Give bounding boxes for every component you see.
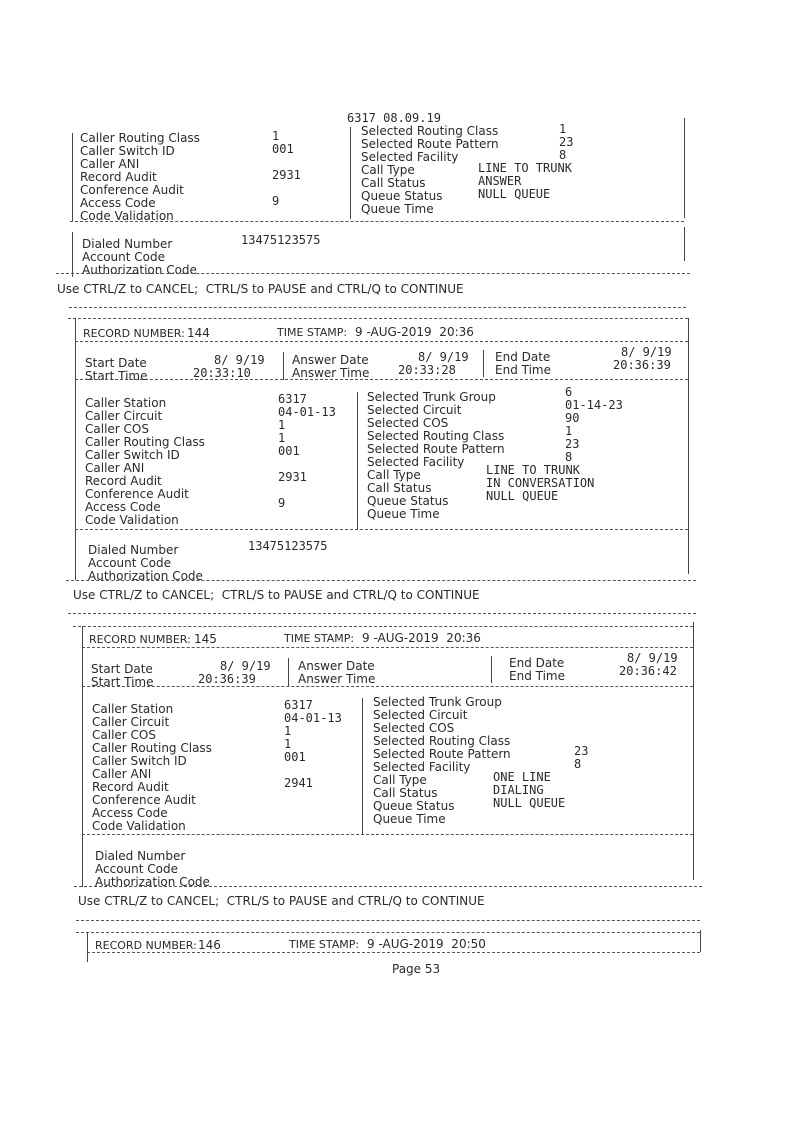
top-left-label: Code Validation bbox=[80, 209, 174, 223]
end-time: 20:36:42 bbox=[619, 664, 677, 678]
top-right-label: Queue Time bbox=[361, 202, 434, 216]
top-dialed-label: Authorization Code bbox=[82, 263, 197, 277]
left-label: Record Audit bbox=[85, 474, 162, 488]
date-divider bbox=[491, 656, 492, 683]
top-right-label: Call Status bbox=[361, 176, 426, 190]
top-right-value: ANSWER bbox=[478, 174, 522, 188]
top-dialed-label: Dialed Number bbox=[82, 237, 173, 251]
left-label: Conference Audit bbox=[85, 487, 189, 501]
left-label: Record Audit bbox=[92, 780, 169, 794]
record-144-dialed-divider bbox=[75, 529, 688, 530]
record-144-mid-divider bbox=[357, 392, 358, 529]
right-value: NULL QUEUE bbox=[493, 796, 566, 810]
top-right-label: Selected Routing Class bbox=[361, 124, 499, 138]
record-number-label: RECORD NUMBER: bbox=[83, 327, 185, 340]
left-label: Code Validation bbox=[92, 819, 186, 833]
record-145-dialed-divider bbox=[82, 834, 693, 835]
end-date: 8/ 9/19 bbox=[621, 345, 672, 359]
top-left-border bbox=[72, 133, 73, 221]
record-145-end-divider bbox=[76, 920, 700, 921]
right-label: Queue Time bbox=[367, 507, 440, 521]
right-label: Selected Route Pattern bbox=[367, 442, 505, 456]
left-value: 04-01-13 bbox=[284, 711, 342, 725]
right-label: Queue Time bbox=[373, 812, 446, 826]
right-label: Selected Circuit bbox=[373, 708, 468, 722]
top-dialed-left-border bbox=[72, 232, 73, 277]
start-date: 8/ 9/19 bbox=[214, 353, 265, 367]
start-time: 20:36:39 bbox=[198, 672, 256, 686]
top-right-value: NULL QUEUE bbox=[478, 187, 551, 201]
record-number-label: RECORD NUMBER: bbox=[95, 939, 197, 952]
right-label: Call Status bbox=[367, 481, 432, 495]
right-label: Selected COS bbox=[373, 721, 455, 735]
right-label: Queue Status bbox=[367, 494, 449, 508]
top-left-value: 1 bbox=[272, 129, 280, 143]
right-label: Call Status bbox=[373, 786, 438, 800]
date-divider bbox=[283, 352, 284, 380]
right-value: 8 bbox=[574, 757, 582, 771]
record-144-header-divider bbox=[75, 341, 688, 342]
start-date-label: Start Date bbox=[85, 356, 147, 370]
top-dialed-label: Account Code bbox=[82, 250, 165, 264]
record-number-label: RECORD NUMBER: bbox=[89, 633, 191, 646]
top-prompt: Use CTRL/Z to CANCEL; CTRL/S to PAUSE and CTRL/Q to CONTINUE bbox=[57, 282, 464, 296]
top-right-value: 1 bbox=[559, 122, 567, 136]
left-label: Caller Station bbox=[85, 396, 167, 410]
top-left-label: Conference Audit bbox=[80, 183, 184, 197]
top-dialed-right-border bbox=[684, 227, 685, 261]
record-number: 144 bbox=[187, 326, 210, 340]
left-label: Caller Routing Class bbox=[85, 435, 205, 449]
right-label: Selected Trunk Group bbox=[367, 390, 496, 404]
answer-date-label: Answer Date bbox=[292, 353, 369, 367]
end-time: 20:36:39 bbox=[613, 358, 671, 372]
top-left-label: Caller Routing Class bbox=[80, 131, 200, 145]
left-value: 2931 bbox=[278, 470, 307, 484]
start-time: 20:33:10 bbox=[193, 366, 251, 380]
start-time-label: Start Time bbox=[91, 675, 154, 689]
left-label: Caller Circuit bbox=[92, 715, 170, 729]
end-time-label: End Time bbox=[509, 669, 565, 683]
record-145-mid-divider bbox=[362, 698, 363, 834]
left-label: Caller ANI bbox=[85, 461, 145, 475]
timestamp: 9 -AUG-2019 20:50 bbox=[367, 937, 486, 951]
left-label: Caller Switch ID bbox=[85, 448, 180, 462]
dialed-label: Dialed Number bbox=[88, 543, 179, 557]
left-label: Caller Station bbox=[92, 702, 174, 716]
right-label: Selected COS bbox=[367, 416, 449, 430]
left-label: Caller COS bbox=[92, 728, 156, 742]
dialed-label: Authorization Code bbox=[95, 875, 210, 889]
top-right-value: 8 bbox=[559, 148, 567, 162]
right-value: 6 bbox=[565, 385, 573, 399]
right-label: Selected Facility bbox=[373, 760, 471, 774]
right-label: Selected Trunk Group bbox=[373, 695, 502, 709]
record-number: 145 bbox=[194, 632, 217, 646]
record-145-right-border bbox=[693, 622, 694, 880]
top-right-label: Selected Facility bbox=[361, 150, 459, 164]
top-header: 6317 08.09.19 bbox=[347, 111, 441, 125]
timestamp: 9 -AUG-2019 20:36 bbox=[362, 631, 481, 645]
prompt: Use CTRL/Z to CANCEL; CTRL/S to PAUSE and CTRL/Q to CONTINUE bbox=[73, 588, 480, 602]
date-divider bbox=[483, 350, 484, 377]
record-144-right-border bbox=[688, 318, 689, 574]
right-label: Call Type bbox=[373, 773, 427, 787]
top-left-value: 9 bbox=[272, 194, 280, 208]
right-value: ONE LINE bbox=[493, 770, 551, 784]
right-value: IN CONVERSATION bbox=[486, 476, 595, 490]
left-value: 6317 bbox=[284, 698, 313, 712]
top-left-label: Caller ANI bbox=[80, 157, 140, 171]
left-value: 1 bbox=[284, 724, 292, 738]
record-146-header-divider bbox=[87, 952, 700, 953]
right-label: Selected Routing Class bbox=[367, 429, 505, 443]
left-value: 2941 bbox=[284, 776, 313, 790]
record-146-right-border bbox=[700, 930, 701, 952]
top-left-label: Access Code bbox=[80, 196, 156, 210]
top-right-border bbox=[684, 118, 685, 218]
right-value: 01-14-23 bbox=[565, 398, 623, 412]
left-value: 001 bbox=[284, 750, 306, 764]
left-label: Caller Routing Class bbox=[92, 741, 212, 755]
left-label: Conference Audit bbox=[92, 793, 196, 807]
end-date: 8/ 9/19 bbox=[627, 651, 678, 665]
top-left-value: 2931 bbox=[272, 168, 301, 182]
right-value: 90 bbox=[565, 411, 580, 425]
right-label: Queue Status bbox=[373, 799, 455, 813]
date-divider bbox=[288, 658, 289, 686]
start-time-label: Start Time bbox=[85, 369, 148, 383]
record-145-header-divider bbox=[82, 647, 693, 648]
left-label: Caller COS bbox=[85, 422, 149, 436]
right-value: 23 bbox=[574, 744, 589, 758]
right-label: Selected Circuit bbox=[367, 403, 462, 417]
left-value: 1 bbox=[284, 737, 292, 751]
end-date-label: End Date bbox=[495, 350, 551, 364]
record-145-left-border bbox=[82, 626, 83, 887]
right-label: Selected Route Pattern bbox=[373, 747, 511, 761]
top-right-value: LINE TO TRUNK bbox=[478, 161, 572, 175]
right-value: NULL QUEUE bbox=[486, 489, 559, 503]
top-prompt-divider bbox=[56, 273, 690, 274]
top-dialed-number: 13475123575 bbox=[241, 233, 321, 247]
timestamp-label: TIME STAMP: bbox=[284, 632, 355, 645]
record-145-prompt-divider bbox=[74, 886, 702, 887]
right-label: Selected Routing Class bbox=[373, 734, 511, 748]
left-label: Code Validation bbox=[85, 513, 179, 527]
start-date: 8/ 9/19 bbox=[220, 659, 271, 673]
right-value: LINE TO TRUNK bbox=[486, 463, 580, 477]
top-right-label: Queue Status bbox=[361, 189, 443, 203]
left-value: 1 bbox=[278, 431, 286, 445]
right-value: 8 bbox=[565, 450, 573, 464]
dialed-number: 13475123575 bbox=[248, 539, 328, 553]
timestamp-label: TIME STAMP: bbox=[289, 938, 360, 951]
record-146-top-border bbox=[76, 932, 700, 933]
answer-date: 8/ 9/19 bbox=[418, 350, 469, 364]
top-right-value: 23 bbox=[559, 135, 574, 149]
right-label: Selected Facility bbox=[367, 455, 465, 469]
left-value: 001 bbox=[278, 444, 300, 458]
top-end-divider bbox=[69, 307, 686, 308]
top-left-value: 001 bbox=[272, 142, 294, 156]
top-left-label: Caller Switch ID bbox=[80, 144, 175, 158]
start-date-label: Start Date bbox=[91, 662, 153, 676]
record-144-top-border bbox=[68, 318, 688, 319]
record-144-prompt-divider bbox=[66, 580, 696, 581]
right-value: 1 bbox=[565, 424, 573, 438]
record-144-end-divider bbox=[68, 613, 696, 614]
record-146-left-border bbox=[87, 932, 88, 962]
page-number: Page 53 bbox=[392, 962, 441, 976]
end-date-label: End Date bbox=[509, 656, 565, 670]
top-left-label: Record Audit bbox=[80, 170, 157, 184]
left-value: 04-01-13 bbox=[278, 405, 336, 419]
end-time-label: End Time bbox=[495, 363, 551, 377]
dialed-label: Dialed Number bbox=[95, 849, 186, 863]
dialed-label: Account Code bbox=[95, 862, 178, 876]
left-label: Caller ANI bbox=[92, 767, 152, 781]
right-label: Call Type bbox=[367, 468, 421, 482]
top-dialed-divider bbox=[70, 221, 684, 222]
left-value: 6317 bbox=[278, 392, 307, 406]
answer-time-label: Answer Time bbox=[292, 366, 370, 380]
top-right-label: Call Type bbox=[361, 163, 415, 177]
timestamp-label: TIME STAMP: bbox=[277, 326, 348, 339]
left-label: Access Code bbox=[85, 500, 161, 514]
left-label: Caller Switch ID bbox=[92, 754, 187, 768]
left-value: 1 bbox=[278, 418, 286, 432]
left-label: Access Code bbox=[92, 806, 168, 820]
left-value: 9 bbox=[278, 496, 286, 510]
timestamp: 9 -AUG-2019 20:36 bbox=[355, 325, 474, 339]
answer-date-label: Answer Date bbox=[298, 659, 375, 673]
top-right-label: Selected Route Pattern bbox=[361, 137, 499, 151]
dialed-label: Account Code bbox=[88, 556, 171, 570]
record-145-dates-divider bbox=[82, 686, 693, 687]
record-144-dates-divider bbox=[75, 379, 688, 380]
right-value: DIALING bbox=[493, 783, 544, 797]
answer-time-label: Answer Time bbox=[298, 672, 376, 686]
record-number: 146 bbox=[198, 938, 221, 952]
left-label: Caller Circuit bbox=[85, 409, 163, 423]
record-145-top-border bbox=[73, 626, 693, 627]
dialed-label: Authorization Code bbox=[88, 569, 203, 583]
record-144-left-border bbox=[75, 318, 76, 580]
prompt: Use CTRL/Z to CANCEL; CTRL/S to PAUSE and CTRL/Q to CONTINUE bbox=[78, 894, 485, 908]
top-mid-divider bbox=[350, 127, 351, 219]
answer-time: 20:33:28 bbox=[398, 363, 456, 377]
right-value: 23 bbox=[565, 437, 580, 451]
